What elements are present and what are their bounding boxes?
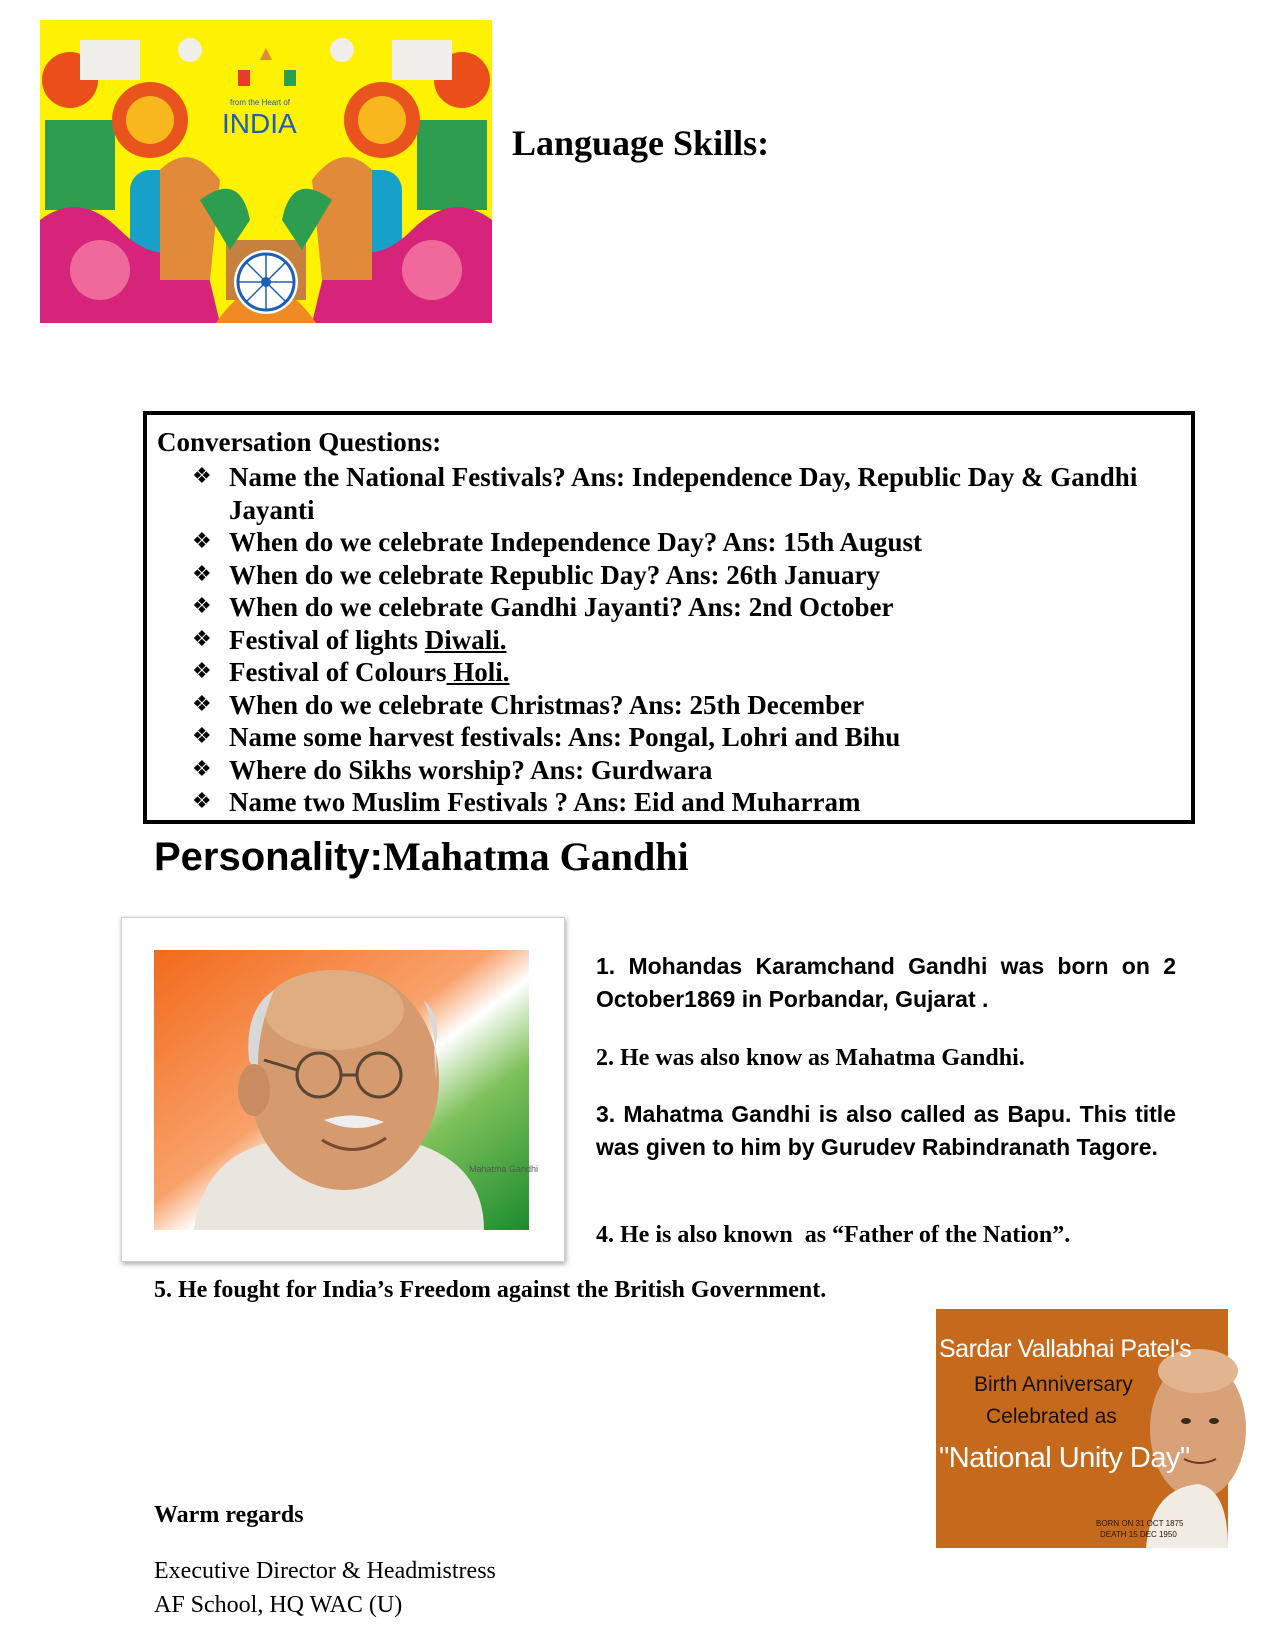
diamond-bullet-icon: ❖ <box>192 724 212 749</box>
patel-line-4: "National Unity Day" <box>939 1442 1190 1474</box>
answer-diwali: Diwali. <box>424 624 507 655</box>
diamond-bullet-icon: ❖ <box>192 529 212 554</box>
fact-2: 2. He was also know as Mahatma Gandhi. <box>596 1045 1025 1071</box>
patel-line-1: Sardar Vallabhai Patel's <box>939 1335 1192 1363</box>
list-item: ❖ When do we celebrate Christmas? Ans: 25th December <box>192 689 865 720</box>
gandhi-photo-frame <box>121 917 565 1262</box>
list-item: ❖ Festival of Colours Holi. <box>192 657 510 687</box>
conversation-questions-box <box>143 411 1195 824</box>
fact-4: 4. He is also known as “Father of the Nation”. <box>596 1222 1071 1248</box>
conversation-title: Conversation Questions: <box>157 427 442 457</box>
patel-unity-day-banner <box>936 1309 1228 1548</box>
diamond-bullet-icon: ❖ <box>192 691 212 717</box>
personality-name: Mahatma Gandhi <box>382 834 689 879</box>
signature-school: AF School, HQ WAC (U) <box>154 1592 403 1618</box>
banner-country: INDIA <box>222 108 297 139</box>
diamond-bullet-icon: ❖ <box>192 561 212 587</box>
list-item: ❖ Where do Sikhs worship? Ans: Gurdwara <box>192 754 713 785</box>
list-item: ❖ Name the National Festivals? Ans: Independence Day, Republic Day & Gandhi Jayanti <box>192 462 1138 525</box>
patel-line-3: Celebrated as <box>986 1405 1117 1428</box>
photo-watermark: Mahatma Gandhi <box>469 1164 539 1174</box>
signature-title: Executive Director & Headmistress <box>154 1558 496 1584</box>
india-banner-image <box>40 20 492 323</box>
banner-tagline: from the Heart of <box>230 98 291 107</box>
diamond-bullet-icon: ❖ <box>192 756 212 782</box>
patel-born: BORN ON 31 OCT 1875 <box>1096 1519 1184 1528</box>
list-item: ❖ When do we celebrate Republic Day? Ans: 26th January <box>192 559 881 590</box>
fact-5: 5. He fought for India’s Freedom against the British Government. <box>154 1277 827 1303</box>
patel-death: DEATH 15 DEC 1950 <box>1100 1530 1177 1539</box>
diamond-bullet-icon: ❖ <box>192 659 212 684</box>
fact-1: 1. Mohandas Karamchand Gandhi was born on 2 October1869 in Porbandar, Gujarat . <box>596 953 1176 1012</box>
language-skills-title: Language Skills: <box>512 123 770 163</box>
diamond-bullet-icon: ❖ <box>192 594 212 619</box>
list-item: ❖ When do we celebrate Gandhi Jayanti? Ans: 2nd October <box>192 592 894 622</box>
patel-line-2: Birth Anniversary <box>974 1373 1133 1396</box>
question-list <box>192 461 1192 819</box>
list-item: ❖ Name some harvest festivals: Ans: Pongal, Lohri and Bihu <box>192 722 901 752</box>
diamond-bullet-icon: ❖ <box>192 626 212 652</box>
list-item: ❖ Name two Muslim Festivals ? Ans: Eid and Muharram <box>192 787 861 817</box>
answer-holi: Holi. <box>446 657 510 687</box>
list-item: ❖ When do we celebrate Independence Day? Ans: 15th August <box>192 527 923 557</box>
closing-regards: Warm regards <box>154 1502 304 1528</box>
personality-heading <box>154 833 689 880</box>
personality-label: Personality: <box>154 835 383 879</box>
fact-3: 3. Mahatma Gandhi is also called as Bapu. This title was given to him by Gurudev Rabindranath Tagore. <box>596 1101 1176 1160</box>
diamond-bullet-icon: ❖ <box>192 789 212 814</box>
list-item: ❖ Festival of lights Diwali. <box>192 624 507 655</box>
diamond-bullet-icon: ❖ <box>192 464 212 489</box>
gandhi-portrait-image <box>154 950 539 1230</box>
